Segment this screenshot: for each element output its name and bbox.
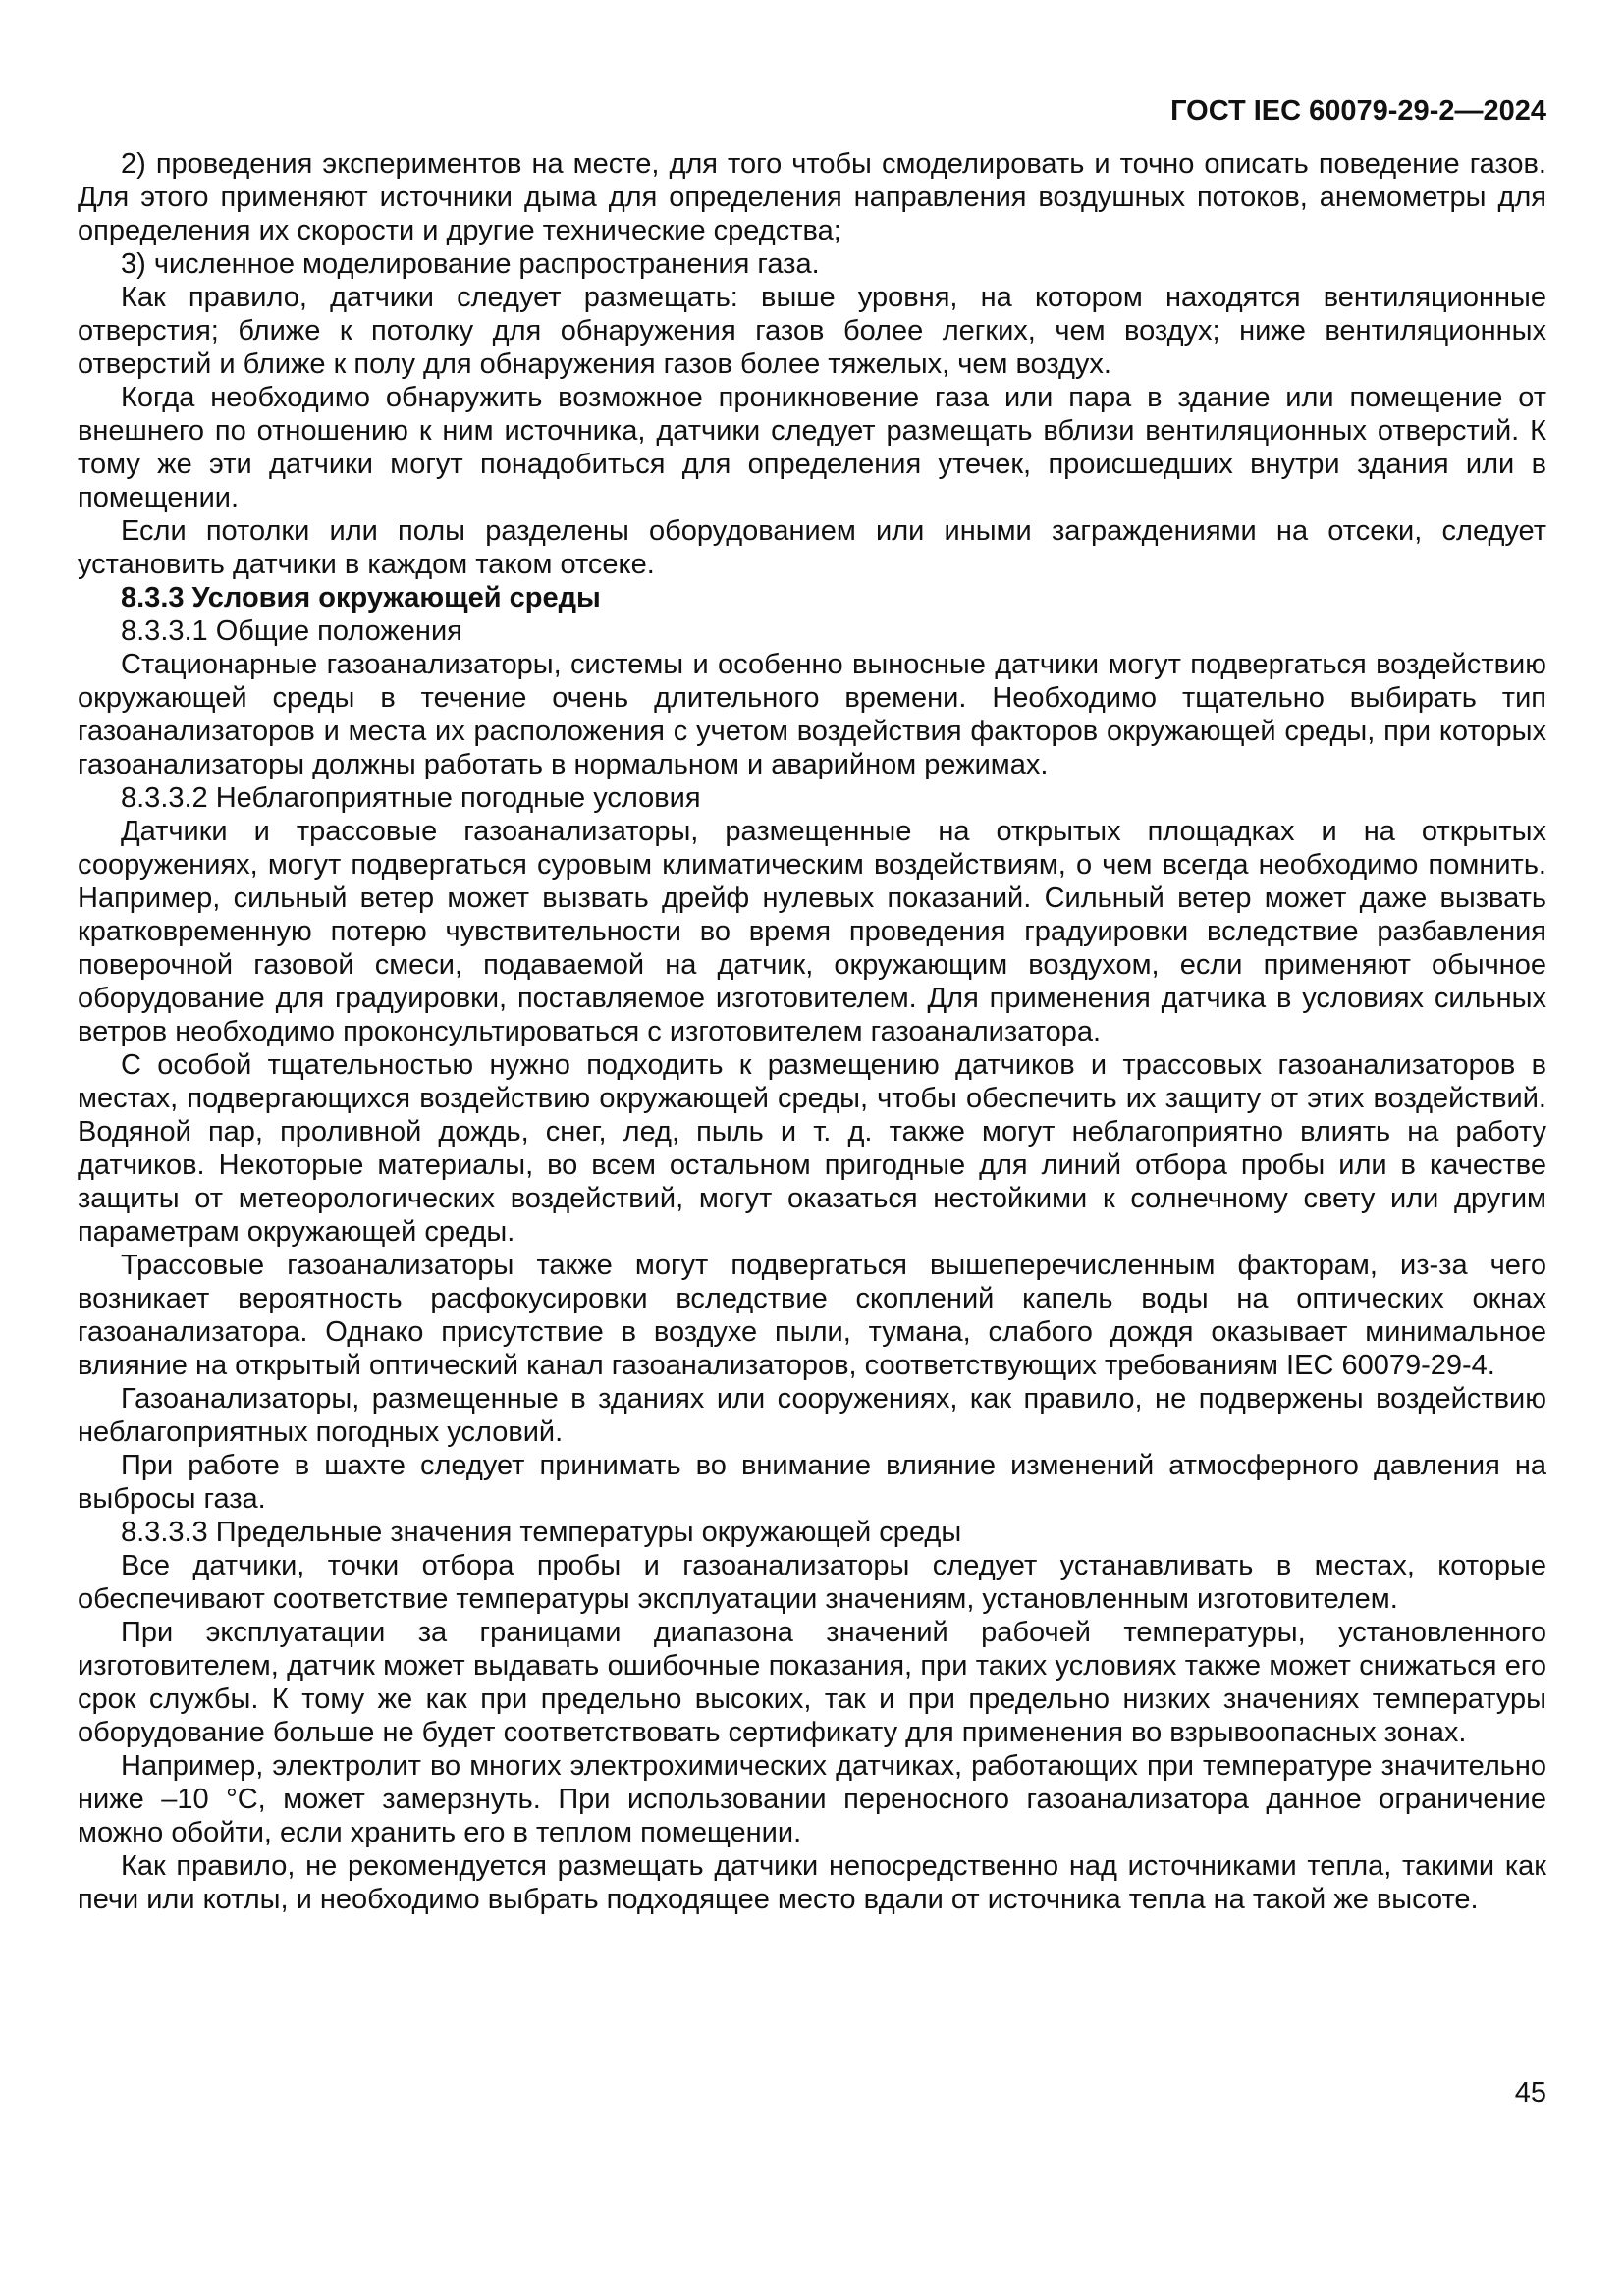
document-header-designation: ГОСТ IEC 60079-29-2—2024 xyxy=(1170,95,1546,127)
paragraph: Газоанализаторы, размещенные в зданиях или сооружениях, как правило, не подвержены воздействию неблагоприятных погодных условий. xyxy=(78,1383,1546,1448)
paragraph: 2) проведения экспериментов на месте, для того чтобы смоделировать и точно описать поведение газов. Для этого применяют источники дыма для определения направления воздушных потоков, анемометры для определения их скорости и другие технические средства; xyxy=(78,148,1546,246)
paragraph: Все датчики, точки отбора пробы и газоанализаторы следует устанавливать в местах, которые обеспечивают соответствие температуры эксплуатации значениям, установленным изготовителем. xyxy=(78,1550,1546,1615)
paragraph: При эксплуатации за границами диапазона значений рабочей температуры, установленного изготовителем, датчик может выдавать ошибочные показания, при таких условиях также может снижаться его срок службы. К тому же как при предельно высоких, так и при предельно низких значениях температуры оборудование больше не будет соответствовать сертификату для применения во взрывоопасных зонах. xyxy=(78,1617,1546,1748)
paragraph: Например, электролит во многих электрохимических датчиках, работающих при температуре значительно ниже –10 °С, может замерзнуть. При использовании переносного газоанализатора данное ограничение можно обойти, если хранить его в теплом помещении. xyxy=(78,1750,1546,1848)
paragraph: При работе в шахте следует принимать во внимание влияние изменений атмосферного давления на выбросы газа. xyxy=(78,1450,1546,1515)
paragraph: Как правило, не рекомендуется размещать датчики непосредственно над источниками тепла, такими как печи или котлы, и необходимо выбрать подходящее место вдали от источника тепла на такой же высоте. xyxy=(78,1850,1546,1915)
subsection-heading: 8.3.3.3 Предельные значения температуры окружающей среды xyxy=(121,1517,962,1548)
paragraph: С особой тщательностью нужно подходить к размещению датчиков и трассовых газоанализаторов в местах, подвергающихся воздействию окружающей среды, чтобы обеспечить их защиту от этих воздействий. Водяной пар, проливной дождь, снег, лед, пыль и т. д. также могут неблагоприятно влиять на работу датчиков. Некоторые материалы, во всем остальном пригодные для линий отбора пробы или в качестве защиты от метеорологических воздействий, могут оказаться нестойкими к солнечному свету или другим параметрам окружающей среды. xyxy=(78,1049,1546,1248)
paragraph: Датчики и трассовые газоанализаторы, размещенные на открытых площадках и на открытых сооружениях, могут подвергаться суровым климатическим воздействиям, о чем всегда необходимо помнить. Например, сильный ветер может вызвать дрейф нулевых показаний. Сильный ветер может даже вызвать кратковременную потерю чувствительности во время проведения градуировки вследствие разбавления поверочной газовой смеси, подаваемой на датчик, окружающим воздухом, если применяют обычное оборудование для градуировки, поставляемое изготовителем. Для применения датчика в условиях сильных ветров необходимо проконсультироваться с изготовителем газоанализатора. xyxy=(78,816,1546,1047)
paragraph: Если потолки или полы разделены оборудованием или иными заграждениями на отсеки, следует установить датчики в каждом таком отсеке. xyxy=(78,515,1546,580)
paragraph: 3) численное моделирование распространения газа. xyxy=(121,248,820,280)
paragraph: Когда необходимо обнаружить возможное проникновение газа или пара в здание или помещение от внешнего по отношению к ним источника, датчики следует размещать вблизи вентиляционных отверстий. К тому же эти датчики могут понадобиться для определения утечек, происшедших внутри здания или в помещении. xyxy=(78,382,1546,513)
paragraph: Стационарные газоанализаторы, системы и особенно выносные датчики могут подвергаться воздействию окружающей среды в течение очень длительного времени. Необходимо тщательно выбирать тип газоанализаторов и места их расположения с учетом воздействия факторов окружающей среды, при которых газоанализаторы должны работать в нормальном и аварийном режимах. xyxy=(78,649,1546,780)
paragraph: Трассовые газоанализаторы также могут подвергаться вышеперечисленным факторам, из-за чего возникает вероятность расфокусировки вследствие скоплений капель воды на оптических окнах газоанализатора. Однако присутствие в воздухе пыли, тумана, слабого дождя оказывает минимальное влияние на открытый оптический канал газоанализаторов, соответствующих требованиям IEC 60079-29-4. xyxy=(78,1250,1546,1381)
page-number: 45 xyxy=(1514,2077,1546,2109)
section-heading: 8.3.3 Условия окружающей среды xyxy=(121,582,601,614)
paragraph: Как правило, датчики следует размещать: выше уровня, на котором находятся вентиляционные отверстия; ближе к потолку для обнаружения газов более легких, чем воздух; ниже вентиляционных отверстий и ближе к полу для обнаружения газов более тяжелых, чем воздух. xyxy=(78,282,1546,380)
document-body xyxy=(78,147,1546,1916)
subsection-heading: 8.3.3.2 Неблагоприятные погодные условия xyxy=(121,782,701,814)
subsection-heading: 8.3.3.1 Общие положения xyxy=(121,615,462,647)
